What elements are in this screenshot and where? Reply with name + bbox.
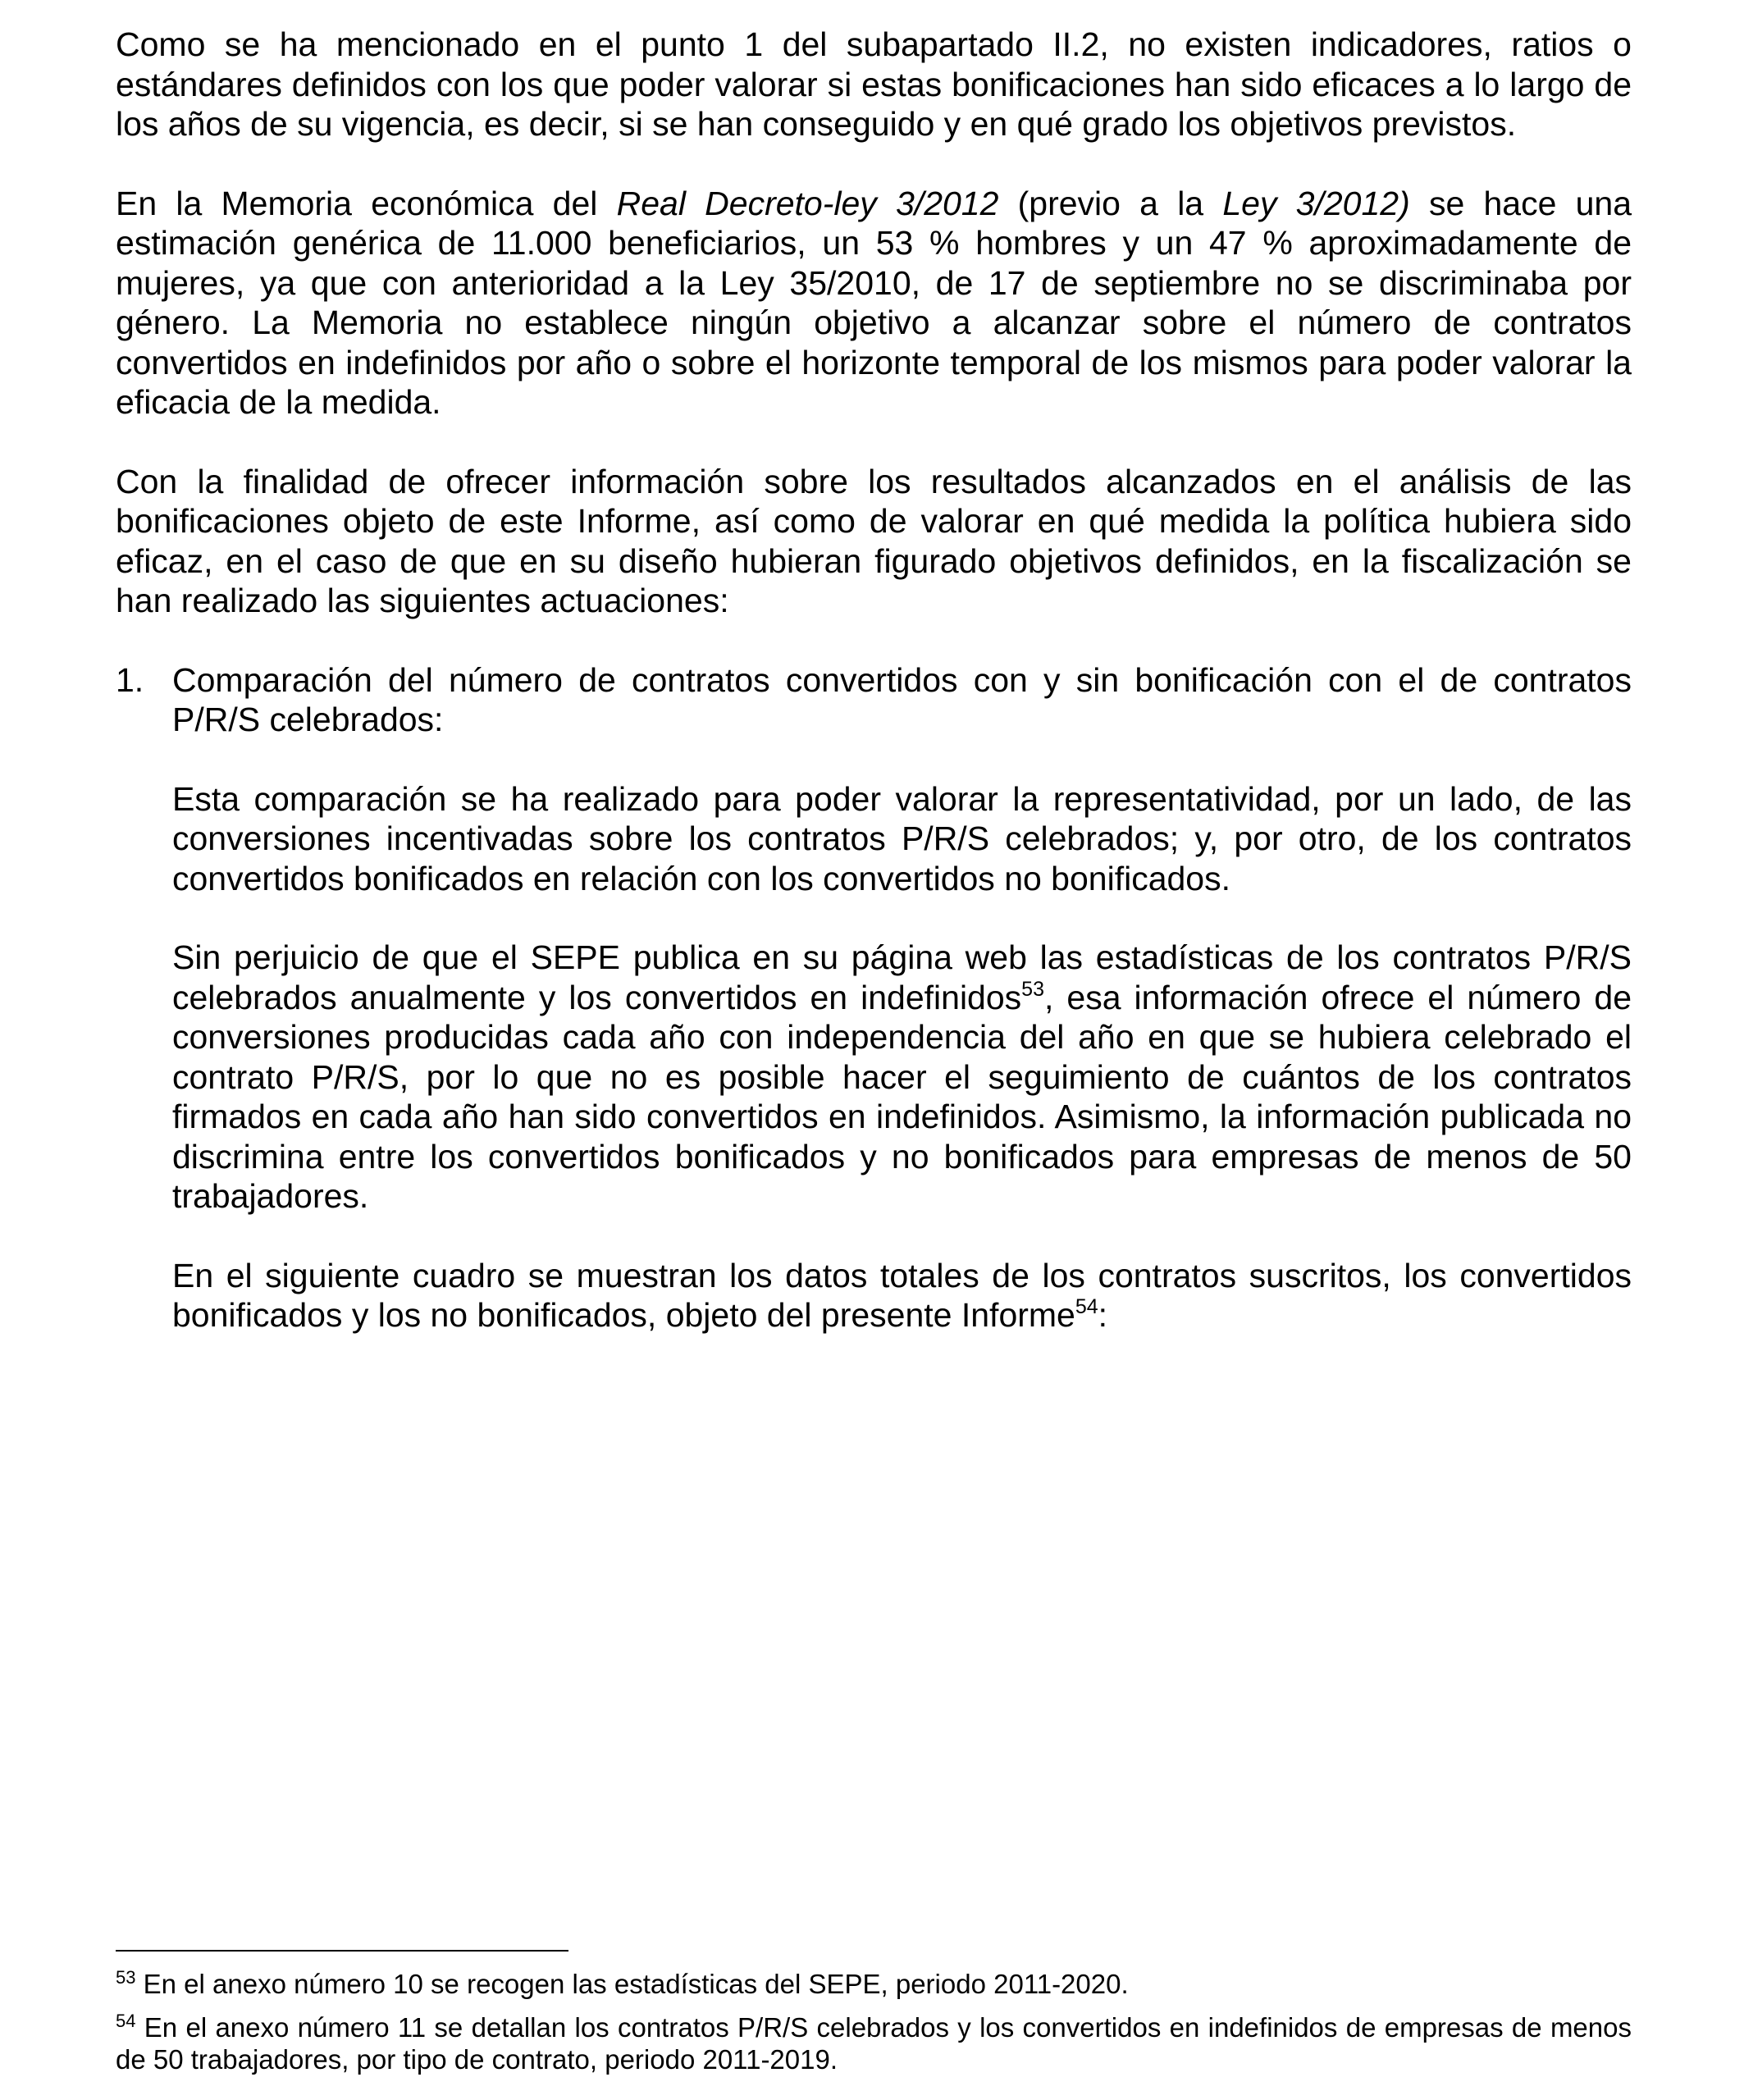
footnote-separator — [116, 1950, 568, 1952]
paragraph-memoria — [116, 184, 1632, 422]
cuadro-text-a: En el siguiente cuadro se muestran los datos totales de los contratos suscritos, los convertidos bonificados y los no bonificados, objeto del presente Informe — [172, 1256, 1632, 1334]
paragraph-indicators: Como se ha mencionado en el punto 1 del subapartado II.2, no existen indicadores, ratios o estándares definidos con los que poder valorar si estas bonificaciones han sido eficaces a lo largo de los años de su vigencia, es decir, si se han conseguido y en qué grado los objetivos previstos. — [116, 25, 1632, 143]
footnote-53 — [116, 1968, 1632, 2000]
list-item-1 — [116, 660, 1632, 1335]
footnote-ref-53[interactable]: 53 — [1021, 977, 1044, 1001]
footnotes — [116, 1950, 1632, 2075]
list-item-paragraph-sepe — [172, 938, 1632, 1217]
footnote-text: En el anexo número 11 se detallan los contratos P/R/S celebrados y los convertidos en indefinidos de empresas de menos de 50 trabajadores, por tipo de contrato, periodo 2011-2019. — [116, 2012, 1632, 2075]
cuadro-text-b: : — [1098, 1296, 1108, 1334]
document-body — [116, 25, 1632, 1335]
memoria-text-c: (previo a la — [998, 184, 1223, 222]
footnote-ref-54[interactable]: 54 — [1075, 1295, 1098, 1318]
footnote-54 — [116, 2011, 1632, 2075]
list-item-paragraph-cuadro — [172, 1256, 1632, 1335]
memoria-ley-italic: Ley 3/2012) — [1222, 184, 1410, 222]
memoria-text-e: se hace una estimación genérica de 11.000 beneficiarios, un 53 % hombres y un 47 % aproximadamente de mujeres, ya que con anterioridad a la Ley 35/2010, de 17 de septiembre no se discriminaba por género. La Memoria no establece ningún objetivo a alcanzar sobre el número de contratos convertidos en indefinidos por año o sobre el horizonte temporal de los mismos para poder valorar la eficacia de la medida. — [116, 184, 1632, 421]
paragraph-finalidad: Con la finalidad de ofrecer información sobre los resultados alcanzados en el análisis de las bonificaciones objeto de este Informe, así como de valorar en qué medida la política hubiera sido eficaz, en el caso de que en su diseño hubieran figurado objetivos definidos, en la fiscalización se han realizado las siguientes actuaciones: — [116, 462, 1632, 619]
sepe-text-a: Sin perjuicio de que el SEPE publica en su página web las estadísticas de los contratos P/R/S celebrados anualmente y los convertidos en indefinidos — [172, 938, 1632, 1016]
sepe-text-b: , esa información ofrece el número de conversiones producidas cada año con independencia del año en que se hubiera celebrado el contrato P/R/S, por lo que no es posible hacer el seguimiento de cuántos de los contratos firmados en cada año han sido convertidos en indefinidos. Asimismo, la información publicada no discrimina entre los convertidos bonificados y no bonificados para empresas de menos de 50 trabajadores. — [172, 978, 1632, 1215]
list-item-heading: Comparación del número de contratos convertidos con y sin bonificación con el de contratos P/R/S celebrados: — [172, 660, 1632, 738]
footnote-number: 53 — [116, 1967, 136, 1988]
footnote-text: En el anexo número 10 se recogen las estadísticas del SEPE, periodo 2011-2020. — [135, 1969, 1129, 1999]
memoria-text-a: En la Memoria económica del — [116, 184, 617, 222]
list-item-paragraph-comparacion: Esta comparación se ha realizado para poder valorar la representatividad, por un lado, de las conversiones incentivadas sobre los contratos P/R/S celebrados; y, por otro, de los contratos convertidos bonificados en relación con los convertidos no bonificados. — [172, 779, 1632, 897]
list-item-number: 1. — [116, 660, 144, 699]
footnote-number: 54 — [116, 2011, 136, 2031]
memoria-rdl-italic: Real Decreto-ley 3/2012 — [616, 184, 999, 222]
